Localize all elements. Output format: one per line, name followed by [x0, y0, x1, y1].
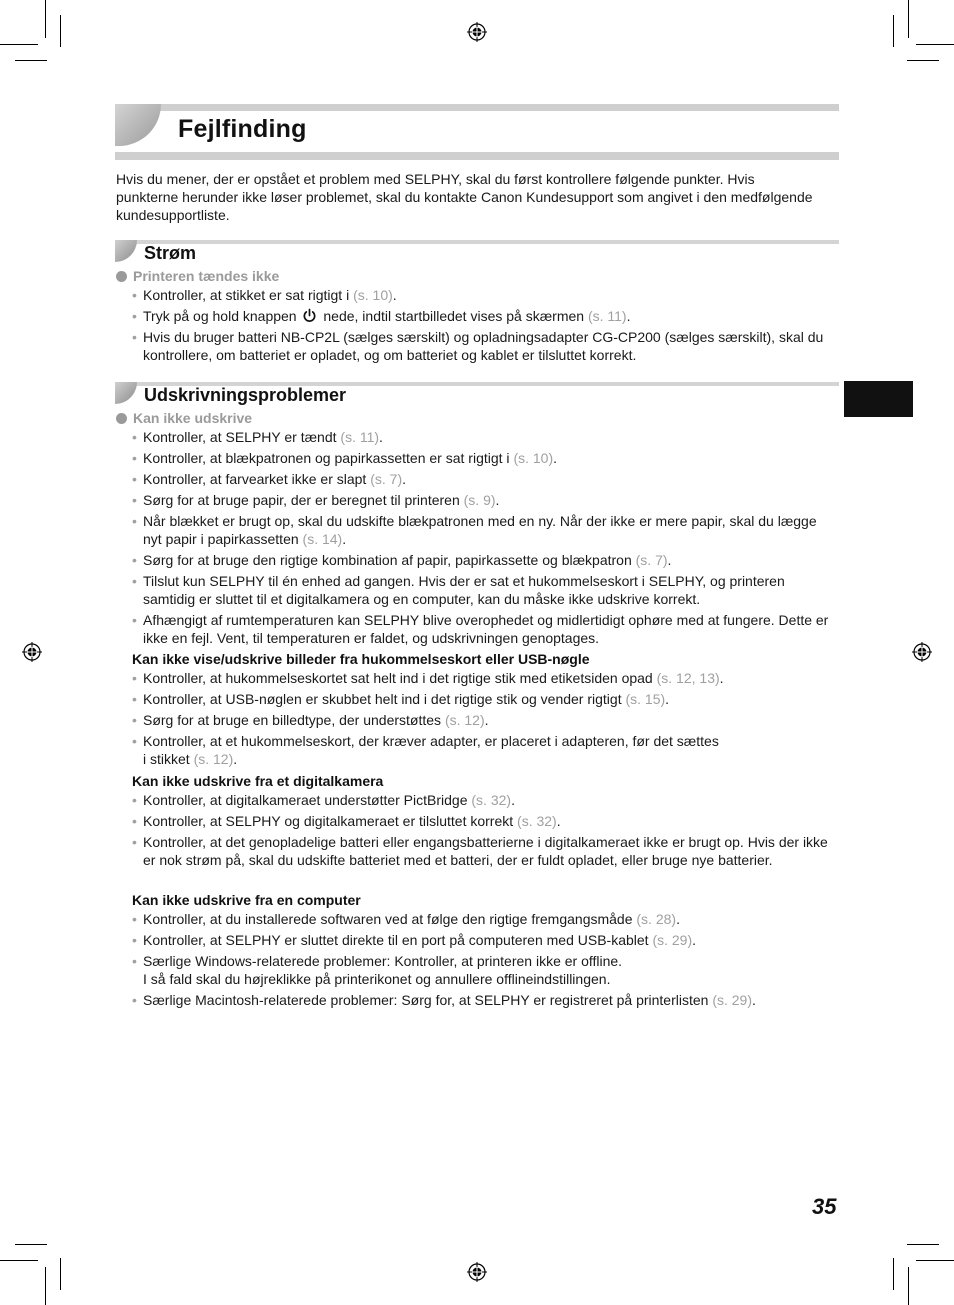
list-item: • Kontroller, at digitalkameraet understøtter PictBridge (s. 32).	[132, 791, 832, 809]
page-reference[interactable]: (s. 9)	[463, 492, 496, 508]
list-item: • Kontroller, at du installerede softwaren ved at følge den rigtige fremgangsmåde (s. 28).	[132, 910, 832, 928]
intro-paragraph: Hvis du mener, der er opstået et problem med SELPHY, skal du først kontrollere følgende punkter. Hvis punkterne herunder ikke løser problemet, skal du kontakte Canon Kundesupport som angivet i den medfølgende kundesupportliste.	[116, 171, 813, 223]
list-item: • Kontroller, at hukommelseskortet sat helt ind i det rigtige stik med etiketsiden opad (s. 12, 13).	[132, 669, 832, 687]
crop-mark	[916, 44, 954, 45]
section-tab-decoration	[115, 382, 137, 404]
page-reference[interactable]: (s. 29)	[652, 932, 693, 948]
section-title-printing: Udskrivningsproblemer	[144, 385, 347, 405]
section-title-power: Strøm	[144, 243, 197, 263]
page-title: Fejlfinding	[178, 115, 307, 143]
page-reference[interactable]: (s. 14)	[302, 531, 343, 547]
banner-tab-decoration	[115, 104, 161, 146]
crop-mark	[907, 1244, 939, 1245]
crop-mark	[893, 1258, 894, 1290]
subheading-memory-card: Kan ikke vise/udskrive billeder fra hukommelseskort eller USB-nøgle	[132, 651, 590, 667]
memory-card-list	[132, 669, 832, 771]
banner-top-bar	[115, 104, 839, 111]
list-item: • Kontroller, at et hukommelseskort, der kræver adapter, er placeret i adapteren, før det sættes i stikket (s. 12).	[132, 732, 832, 768]
subheading-digital-camera: Kan ikke udskrive fra et digitalkamera	[132, 773, 384, 789]
list-item: • Kontroller, at det genopladelige batteri eller engangsbatterierne i digitalkameraet ikke er brugt op. Hvis der ikke er nok strøm på, skal du udskifte batteriet med et batteri, der er fuldt opladet, eller bruge nye batterier.	[132, 833, 832, 869]
page-reference[interactable]: (s. 10)	[353, 287, 393, 303]
registration-mark-icon	[467, 1262, 487, 1282]
page-reference[interactable]: (s. 7)	[370, 471, 403, 487]
section-header-power	[115, 240, 839, 266]
list-item: • Tilslut kun SELPHY til én enhed ad gangen. Hvis der er sat et hukommelseskort i SELPHY, og printeren samtidig er sluttet til et digitalkamera og en computer, kan du måske ikke udskrive korrekt.	[132, 572, 832, 608]
list-item: • Kontroller, at SELPHY er sluttet direkte til en port på computeren med USB-kablet (s. 29).	[132, 931, 832, 949]
crop-mark	[45, 0, 46, 38]
page-reference[interactable]: (s. 32)	[517, 813, 557, 829]
page-reference[interactable]: (s. 11)	[340, 429, 380, 445]
page-reference[interactable]: (s. 12, 13)	[656, 670, 720, 686]
list-item: • Særlige Windows-relaterede problemer: Kontroller, at printeren ikke er offline. I så fald skal du højreklikke på printerikonet og annullere offlineindstillingen.	[132, 952, 832, 988]
list-item: • Særlige Macintosh-relaterede problemer: Sørg for, at SELPHY er registreret på printerlisten (s. 29).	[132, 991, 832, 1009]
list-item: • Kontroller, at stikket er sat rigtigt i (s. 10).	[132, 286, 832, 304]
page-reference[interactable]: (s. 7)	[635, 552, 668, 568]
page-reference[interactable]: (s. 10)	[513, 450, 554, 466]
printing-list	[132, 428, 832, 650]
crop-mark	[916, 1260, 954, 1261]
crop-mark	[908, 1267, 909, 1305]
crop-mark	[60, 15, 61, 47]
list-item: • Kontroller, at SELPHY og digitalkameraet er tilsluttet korrekt (s. 32).	[132, 812, 832, 830]
subheading-cannot-print: Kan ikke udskrive	[116, 410, 252, 426]
list-item: • Kontroller, at farvearket ikke er slapt (s. 7).	[132, 470, 832, 488]
list-item: • Hvis du bruger batteri NB-CP2L (sælges særskilt) og opladningsadapter CG-CP200 (sælges særskilt), skal du kontrollere, om batteriet er opladet, og om batteriet og kablet er tilsluttet korrekt.	[132, 328, 832, 364]
bullet-dot-icon	[116, 413, 127, 424]
crop-mark	[45, 1267, 46, 1305]
crop-mark	[907, 60, 939, 61]
page-number: 35	[812, 1194, 837, 1219]
section-rule	[115, 240, 839, 244]
list-item: • Tryk på og hold knappen nede, indtil startbilledet vises på skærmen (s. 11).	[132, 307, 832, 325]
list-item: • Kontroller, at USB-nøglen er skubbet helt ind i det rigtige stik og vender rigtigt (s. 15).	[132, 690, 832, 708]
page-reference[interactable]: (s. 11)	[587, 308, 627, 324]
list-item: • Kontroller, at blækpatronen og papirkassetten er sat rigtigt i (s. 10).	[132, 449, 832, 467]
list-item: • Sørg for at bruge den rigtige kombination af papir, papirkassette og blækpatron (s. 7).	[132, 551, 832, 569]
list-item: • Sørg for at bruge en billedtype, der understøttes (s. 12).	[132, 711, 832, 729]
power-button-icon	[302, 308, 317, 323]
page-reference[interactable]: (s. 15)	[625, 691, 666, 707]
crop-mark	[60, 1258, 61, 1290]
page-reference[interactable]: (s. 29)	[712, 992, 753, 1008]
section-tab-decoration	[115, 240, 137, 262]
list-item: • Når blækket er brugt op, skal du udskifte blækpatronen med en ny. Når der ikke er mere papir, skal du lægge nyt papir i papirkassetten (s. 14).	[132, 512, 832, 548]
page-reference[interactable]: (s. 12)	[193, 751, 234, 767]
banner-bottom-bar	[115, 152, 839, 160]
chapter-side-tab	[844, 381, 913, 417]
subheading-computer: Kan ikke udskrive fra en computer	[132, 892, 361, 908]
camera-list	[132, 791, 832, 872]
registration-mark-icon	[22, 642, 42, 662]
page-reference[interactable]: (s. 12)	[444, 712, 485, 728]
crop-mark	[893, 15, 894, 47]
registration-mark-icon	[467, 22, 487, 42]
crop-mark	[0, 44, 38, 45]
subheading-printer-not-on: Printeren tændes ikke	[116, 268, 279, 284]
crop-mark	[15, 60, 47, 61]
page-reference[interactable]: (s. 28)	[636, 911, 677, 927]
registration-mark-icon	[912, 642, 932, 662]
crop-mark	[908, 0, 909, 38]
power-list	[132, 286, 832, 367]
crop-mark	[15, 1244, 47, 1245]
computer-list	[132, 910, 832, 1012]
list-item: • Sørg for at bruge papir, der er beregnet til printeren (s. 9).	[132, 491, 832, 509]
list-item: • Kontroller, at SELPHY er tændt (s. 11).	[132, 428, 832, 446]
crop-mark	[0, 1260, 38, 1261]
list-item: • Afhængigt af rumtemperaturen kan SELPHY blive overophedet og midlertidigt ophøre med at fungere. Dette er ikke en fejl. Vent, til temperaturen er faldet, og udskrivningen genoptages.	[132, 611, 832, 647]
page-reference[interactable]: (s. 32)	[471, 792, 512, 808]
bullet-dot-icon	[116, 271, 127, 282]
